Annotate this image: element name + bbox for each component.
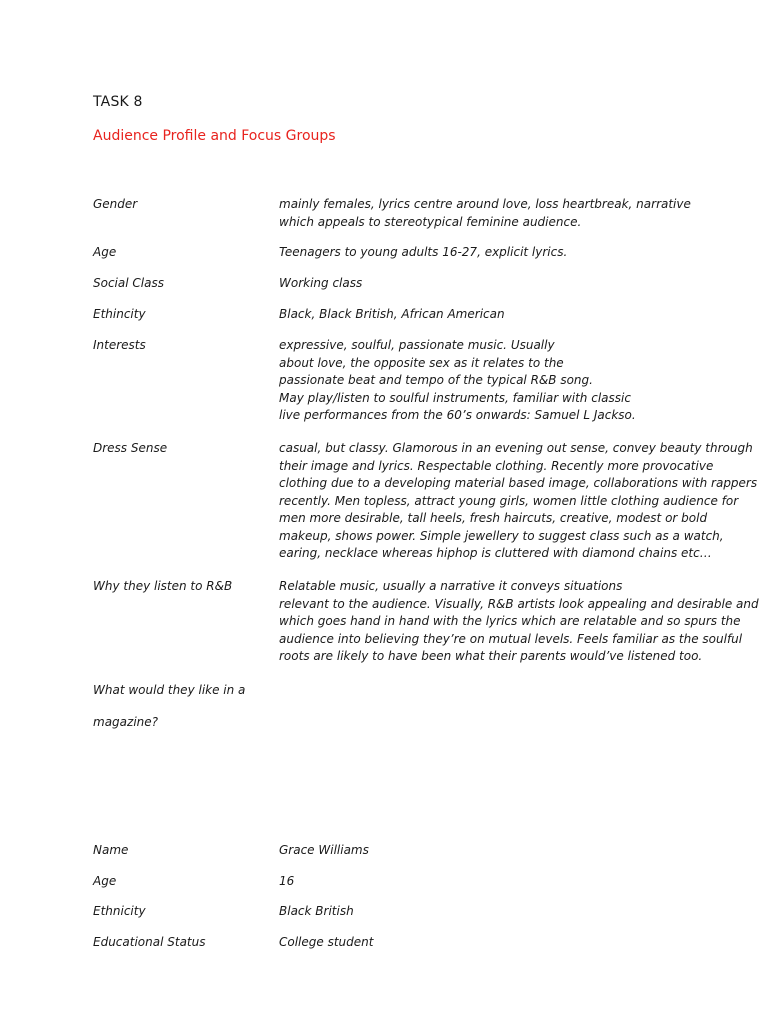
value-line: roots are likely to have been what their parents would’ve listened too. (279, 649, 703, 663)
value-line: Black, Black British, African American (279, 307, 505, 321)
value-line: expressive, soulful, passionate music. Usually (279, 338, 555, 352)
row-value (279, 578, 759, 666)
value-line: live performances from the 60’s onwards: Samuel L Jackso. (279, 408, 636, 422)
row-label: Educational Status (93, 935, 206, 949)
label-line: magazine? (93, 714, 159, 729)
value-line: clothing due to a developing material based image, collaborations with rappers (279, 476, 758, 490)
row-value (279, 337, 739, 425)
row-value (279, 440, 758, 563)
label-line: What would they like in a (93, 683, 246, 697)
value-line: Relatable music, usually a narrative it conveys situations (279, 579, 623, 593)
value-line: mainly females, lyrics centre around love, loss heartbreak, narrative (279, 197, 691, 211)
row-label: Interests (93, 338, 146, 352)
row-label: Name (93, 843, 129, 857)
value-line: their image and lyrics. Respectable clothing. Recently more provocative (279, 458, 714, 473)
row-label: Ethnicity (93, 904, 146, 918)
value-line: relevant to the audience. Visually, R&B artists look appealing and desirable and (279, 596, 759, 611)
row-label: Age (93, 874, 117, 888)
row-label: Gender (93, 197, 138, 211)
row-value: Grace Williams (279, 843, 369, 857)
value-line: earing, necklace whereas hiphop is cluttered with diamond chains etc… (279, 546, 712, 560)
row-value: College student (279, 935, 374, 949)
value-line: which appeals to stereotypical feminine audience. (279, 214, 582, 229)
row-value: 16 (279, 874, 295, 888)
value-line: makeup, shows power. Simple jewellery to suggest class such as a watch, (279, 528, 724, 543)
row-label (93, 682, 293, 731)
value-line: Teenagers to young adults 16-27, explicit lyrics. (279, 245, 568, 259)
section-title: Audience Profile and Focus Groups (93, 128, 336, 144)
value-line: recently. Men topless, attract young girls, women little clothing audience for (279, 493, 739, 508)
value-line: men more desirable, tall heels, fresh haircuts, creative, modest or bold (279, 511, 708, 525)
row-value (279, 306, 739, 324)
row-label: Age (93, 245, 117, 259)
value-line: May play/listen to soulful instruments, familiar with classic (279, 390, 631, 405)
value-line: which goes hand in hand with the lyrics which are relatable and so spurs the (279, 614, 741, 628)
value-line: Working class (279, 276, 363, 290)
row-value (279, 244, 739, 262)
value-line: casual, but classy. Glamorous in an evening out sense, convey beauty through (279, 441, 753, 455)
row-value: Black British (279, 904, 354, 918)
value-line: audience into believing they’re on mutual levels. Feels familiar as the soulful (279, 631, 743, 646)
row-value (279, 196, 739, 231)
row-label: Dress Sense (93, 441, 168, 455)
row-label: Social Class (93, 276, 164, 290)
row-label: Ethincity (93, 307, 146, 321)
value-line: passionate beat and tempo of the typical R&B song. (279, 373, 593, 387)
value-line: about love, the opposite sex as it relates to the (279, 355, 564, 370)
task-heading: TASK 8 (93, 94, 143, 110)
row-value (279, 275, 739, 293)
row-label: Why they listen to R&B (93, 579, 233, 593)
